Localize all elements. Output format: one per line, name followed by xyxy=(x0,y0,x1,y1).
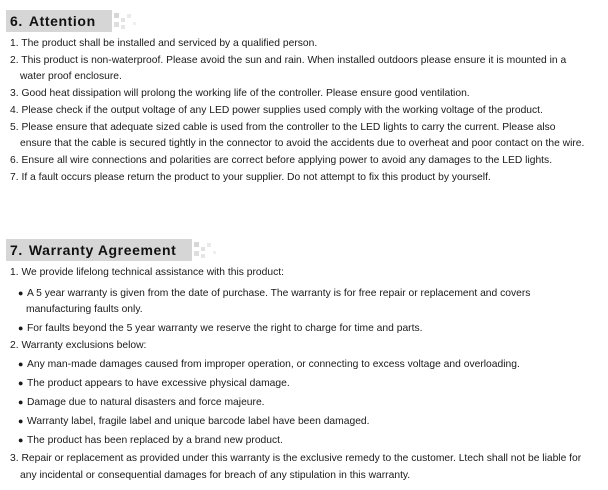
attention-header xyxy=(6,10,140,32)
warranty-title: Warranty Agreement xyxy=(28,242,177,258)
header-pixel-decoration xyxy=(186,239,220,261)
warranty-item-3: 3. Repair or replacement as provided under this warranty is the exclusive remedy to the customer. Ltech shall not be liable for xyxy=(10,453,582,464)
attention-item-1: 1. The product shall be installed and serviced by a qualified person. xyxy=(10,38,318,49)
attention-item-2: 2. This product is non-waterproof. Please avoid the sun and rain. When installed outdoors please ensure it is mounted in a xyxy=(10,55,567,66)
attention-item-3: 3. Good heat dissipation will prolong the working life of the controller. Please ensure good ventilation. xyxy=(10,88,470,99)
warranty-number: 7. xyxy=(10,242,23,258)
attention-item-7: 7. If a fault occurs please return the product to your supplier. Do not attempt to fix this product by yourself. xyxy=(10,172,491,183)
attention-title-box xyxy=(6,10,106,32)
bullet-icon: ● xyxy=(18,397,24,407)
attention-item-2-cont: water proof enclosure. xyxy=(20,71,122,82)
warranty-bullet: ● Damage due to natural disasters and force majeure. xyxy=(18,397,265,408)
warranty-bullet: ● The product appears to have excessive physical damage. xyxy=(18,378,290,389)
warranty-item-1: 1. We provide lifelong technical assistance with this product: xyxy=(10,267,284,278)
attention-item-4: 4. Please check if the output voltage of any LED power supplies used comply with the working voltage of the product. xyxy=(10,105,543,116)
attention-item-5: 5. Please ensure that adequate sized cable is used from the controller to the LED lights to carry the current. Please also xyxy=(10,122,556,133)
bullet-icon: ● xyxy=(18,323,24,333)
warranty-bullet: ● Any man-made damages caused from improper operation, or connecting to excess voltage and overloading. xyxy=(18,359,520,370)
attention-item-6: 6. Ensure all wire connections and polarities are correct before applying power to avoid any damages to the LED lights. xyxy=(10,155,553,166)
warranty-bullet-cont: manufacturing faults only. xyxy=(26,304,143,315)
warranty-bullet: ● For faults beyond the 5 year warranty we reserve the right to charge for time and parts. xyxy=(18,323,423,334)
attention-item-5-cont: ensure that the cable is secured tightly in the connector to avoid the accidents due to overheat and poor contact on the wire. xyxy=(20,138,585,149)
warranty-bullet: ● A 5 year warranty is given from the date of purchase. The warranty is for free repair or replacement and covers xyxy=(18,288,531,299)
bullet-icon: ● xyxy=(18,416,24,426)
bullet-icon: ● xyxy=(18,378,24,388)
attention-number: 6. xyxy=(10,13,23,29)
warranty-title-box xyxy=(6,239,186,261)
bullet-icon: ● xyxy=(18,359,24,369)
attention-title: Attention xyxy=(28,13,96,29)
header-pixel-decoration xyxy=(106,10,140,32)
bullet-icon: ● xyxy=(18,435,24,445)
warranty-item-3-cont: any incidental or consequential damages for breach of any stipulation in this warranty. xyxy=(20,470,411,481)
warranty-header xyxy=(6,239,220,261)
bullet-icon: ● xyxy=(18,288,24,298)
warranty-item-2: 2. Warranty exclusions below: xyxy=(10,340,147,351)
warranty-bullet: ● The product has been replaced by a brand new product. xyxy=(18,435,283,446)
warranty-bullet: ● Warranty label, fragile label and unique barcode label have been damaged. xyxy=(18,416,370,427)
